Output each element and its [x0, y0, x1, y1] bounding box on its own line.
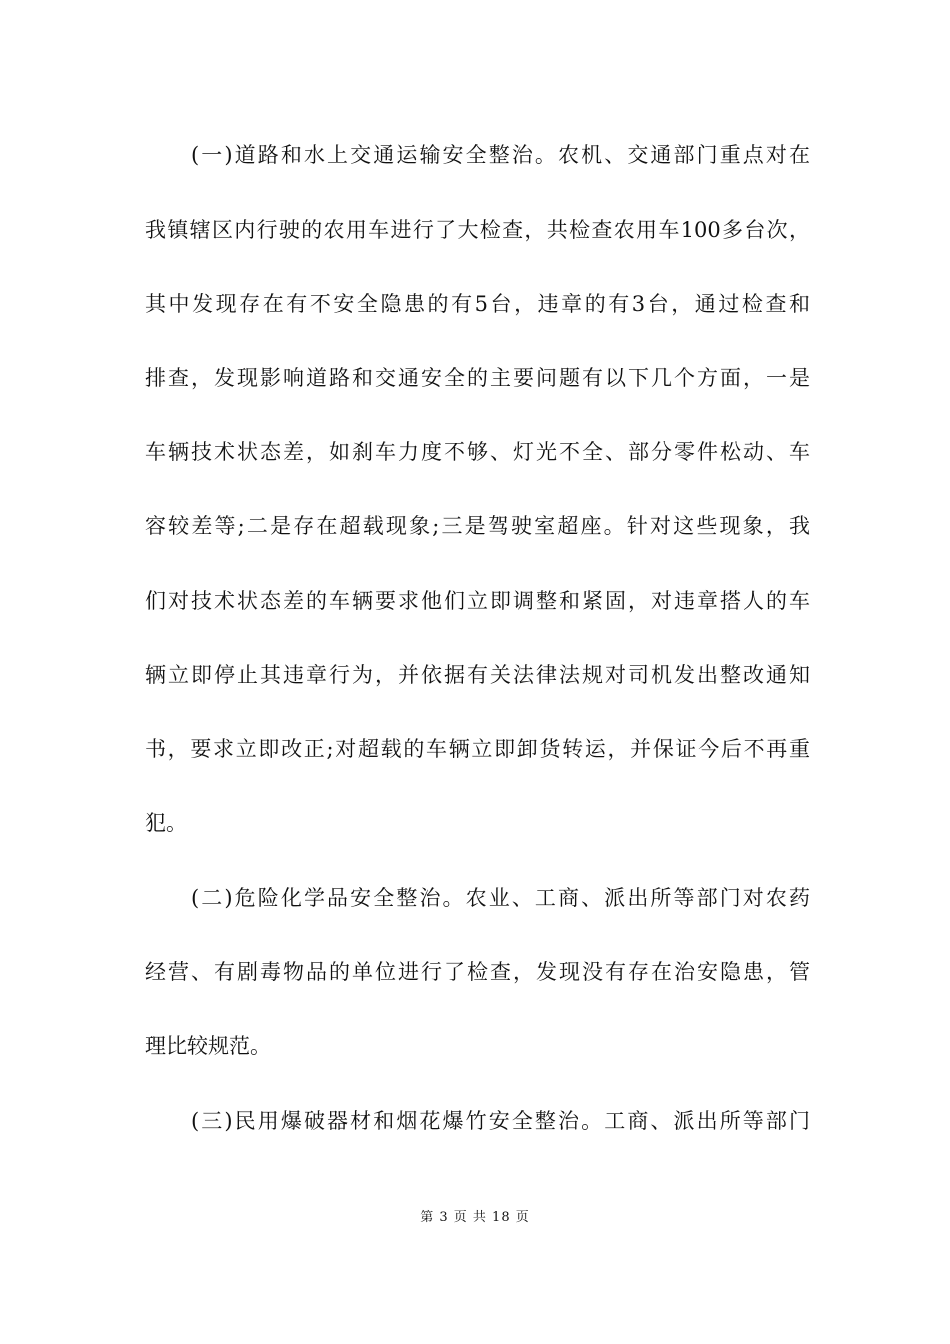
paragraph-1-line-3: 其中发现存在有不安全隐患的有5台，违章的有3台，通过检查和	[145, 292, 810, 316]
page-number-footer: 第 3 页 共 18 页	[420, 1210, 530, 1225]
paragraph-1-line-2: 我镇辖区内行驶的农用车进行了大检查，共检查农用车100多台次，	[145, 218, 810, 242]
paragraph-3-line-1: (三)民用爆破器材和烟花爆竹安全整治。工商、派出所等部门	[191, 1109, 810, 1133]
paragraph-1-line-10: 犯。	[145, 811, 187, 835]
paragraph-1-line-1: (一)道路和水上交通运输安全整治。农机、交通部门重点对在	[191, 143, 810, 167]
paragraph-1-line-8: 辆立即停止其违章行为，并依据有关法律法规对司机发出整改通知	[145, 663, 810, 687]
paragraph-1-line-5: 车辆技术状态差，如刹车力度不够、灯光不全、部分零件松动、车	[145, 440, 810, 464]
paragraph-1-line-6: 容较差等;二是存在超载现象;三是驾驶室超座。针对这些现象，我	[145, 514, 810, 538]
paragraph-2-line-3: 理比较规范。	[145, 1034, 271, 1058]
paragraph-1-line-9: 书，要求立即改正;对超载的车辆立即卸货转运，并保证今后不再重	[145, 737, 810, 761]
paragraph-1-line-4: 排查，发现影响道路和交通安全的主要问题有以下几个方面，一是	[145, 366, 810, 390]
paragraph-2-line-2: 经营、有剧毒物品的单位进行了检查，发现没有存在治安隐患，管	[145, 960, 810, 984]
paragraph-1-line-7: 们对技术状态差的车辆要求他们立即调整和紧固，对违章搭人的车	[145, 589, 810, 613]
paragraph-2-line-1: (二)危险化学品安全整治。农业、工商、派出所等部门对农药	[191, 886, 810, 910]
